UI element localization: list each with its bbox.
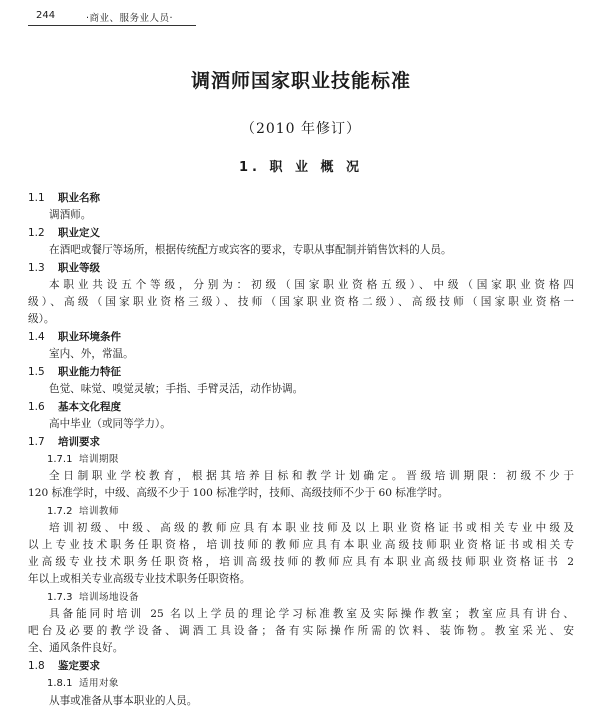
subsection-number: 1.7.2	[47, 506, 73, 517]
subsection-heading	[47, 589, 139, 603]
section-number: 1.8	[28, 660, 45, 672]
section-title: 基本文化程度	[58, 401, 121, 413]
subsection-title: 培训场地设备	[79, 592, 140, 603]
section-title: 职业能力特征	[58, 366, 121, 378]
subsection-title: 适用对象	[79, 678, 120, 689]
section-number: 1.5	[28, 366, 45, 378]
section-number: 1.7	[28, 436, 45, 448]
section-title: 职业定义	[58, 227, 100, 239]
section-heading	[28, 260, 100, 275]
section-number: 1.4	[28, 331, 45, 343]
section-heading	[28, 434, 100, 449]
subsection-number: 1.8.1	[47, 678, 73, 689]
subsection-heading	[47, 503, 119, 517]
paragraph-line: 以上专业技术职务任职资格，培训技师的教师应具有本职业高级技师职业资格证书或相关专	[28, 539, 574, 551]
section-heading	[28, 399, 121, 414]
section-number: 1.6	[28, 401, 45, 413]
subsection-number: 1.7.1	[47, 454, 73, 465]
section-heading	[28, 364, 121, 379]
section-heading	[28, 190, 100, 205]
section-number: 1.3	[28, 262, 45, 274]
section-title: 职业等级	[58, 262, 100, 274]
paragraph-line: 120 标准学时，中级、高级不少于 100 标准学时，技师、高级技师不少于 60 标准学时。	[28, 487, 449, 499]
paragraph-line: 培训初级、中级、高级的教师应具有本职业技师及以上职业资格证书或相关专业中级及	[49, 522, 574, 534]
subsection-number: 1.7.3	[47, 592, 73, 603]
section-title: 职业环境条件	[58, 331, 121, 343]
paragraph-line: 具备能同时培训 25 名以上学员的理论学习标准教室及实际操作教室；教室应具有讲台、	[49, 608, 574, 620]
chapter-title: 1. 职 业 概 况	[238, 160, 364, 175]
page-number: 244	[36, 10, 56, 21]
paragraph-line: 级）、高级（国家职业资格三级）、技师（国家职业资格二级）、高级技师（国家职业资格一	[28, 296, 574, 308]
paragraph-line: 高中毕业（或同等学力）。	[49, 418, 171, 430]
paragraph-line: 级）。	[28, 313, 55, 325]
section-heading	[28, 658, 100, 673]
paragraph-line: 调酒师。	[49, 209, 92, 221]
paragraph-line: 本职业共设五个等级，分别为：初级（国家职业资格五级）、中级（国家职业资格四	[49, 279, 574, 291]
paragraph-line: 全、通风条件良好。	[28, 642, 124, 654]
paragraph-line: 吧台及必要的教学设备、调酒工具设备；备有实际操作所需的饮料、装饰物。教室采光、安	[28, 625, 574, 637]
paragraph-line: 业高级专业技术职务任职资格，培训高级技师的教师应具有本职业高级技师职业资格证书 2	[28, 556, 574, 568]
document-title: 调酒师国家职业技能标准	[190, 70, 411, 92]
running-header	[28, 7, 196, 26]
paragraph-line: 年以上或相关专业高级专业技术职务任职资格。	[28, 573, 251, 585]
section-heading	[28, 329, 121, 344]
document-subtitle: （2010 年修订）	[240, 121, 362, 137]
section-title: 职业名称	[58, 192, 100, 204]
section-name: ·商业、服务业人员·	[86, 13, 174, 24]
subsection-title: 培训教师	[79, 506, 120, 517]
section-number: 1.2	[28, 227, 45, 239]
paragraph-line: 在酒吧或餐厅等场所，根据传统配方或宾客的要求，专职从事配制并销售饮料的人员。	[49, 244, 452, 256]
paragraph-line: 室内、外，常温。	[49, 348, 134, 360]
section-title: 培训要求	[58, 436, 100, 448]
paragraph-line: 从事或准备从事本职业的人员。	[49, 695, 198, 707]
section-number: 1.1	[28, 192, 45, 204]
paragraph-line: 全日制职业学校教育，根据其培养目标和教学计划确定。晋级培训期限：初级不少于	[49, 470, 574, 482]
subsection-title: 培训期限	[79, 454, 120, 465]
section-title: 鉴定要求	[58, 660, 100, 672]
section-heading	[28, 225, 100, 240]
subsection-heading	[47, 675, 119, 689]
paragraph-line: 色觉、味觉、嗅觉灵敏；手指、手臂灵活，动作协调。	[49, 383, 304, 395]
subsection-heading	[47, 451, 119, 465]
